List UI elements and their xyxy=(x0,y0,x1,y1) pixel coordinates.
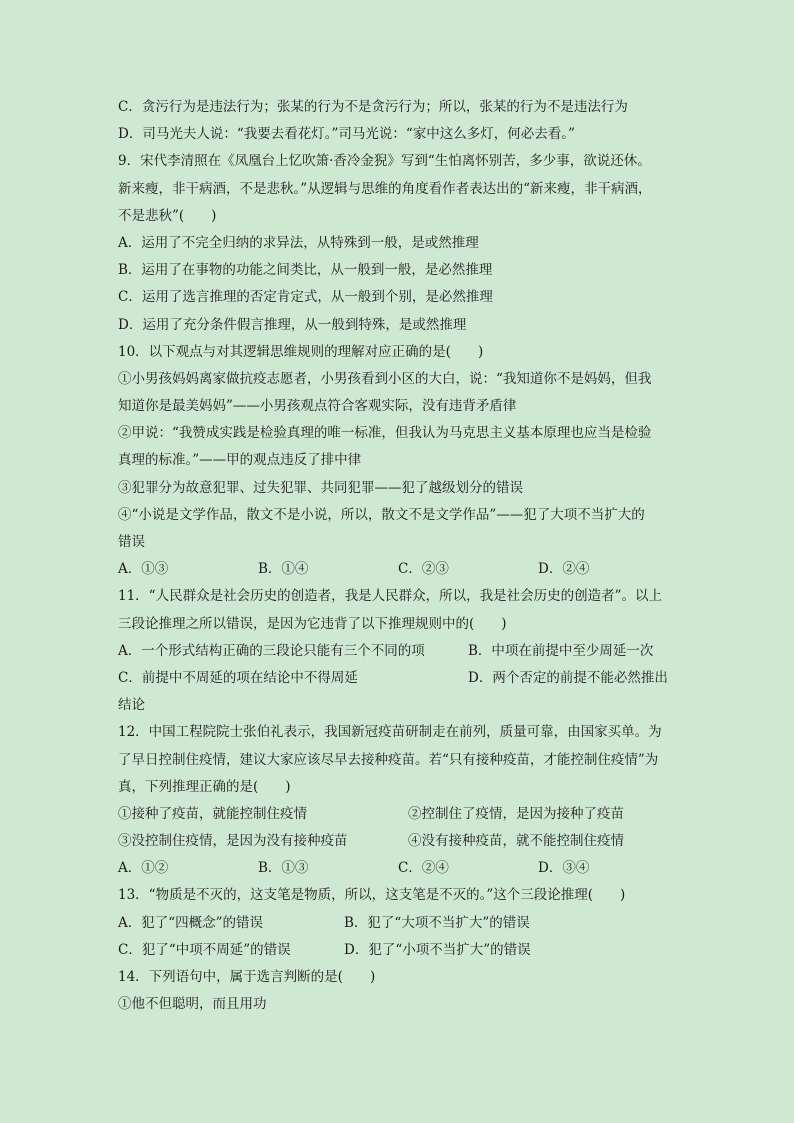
q13-options-row-2 xyxy=(118,937,678,964)
q11-options-row-1 xyxy=(118,638,678,665)
q10-item-line: ①小男孩妈妈离家做抗疫志愿者，小男孩看到小区的大白，说：“我知道你不是妈妈，但我 xyxy=(118,370,652,387)
q13-option-a: A．犯了“四概念”的错误 xyxy=(118,914,264,931)
q12-items-row-2 xyxy=(118,828,678,855)
q9-stem-line-3: 不是悲秋”( ) xyxy=(118,207,217,224)
q13-stem: 13．“物质是不灭的，这支笔是物质，所以，这支笔是不灭的。”这个三段论推理( ) xyxy=(118,887,626,904)
q13-options-row-1 xyxy=(118,910,678,937)
q10-option-a: A．①③ xyxy=(118,561,169,578)
q10-option-d: D．②④ xyxy=(538,561,590,578)
q10-stem: 10．以下观点与对其逻辑思维规则的理解对应正确的是( ) xyxy=(118,343,484,360)
q8-option-d: D．司马光夫人说：“我要去看花灯。”司马光说：“家中这么多灯，何必去看。” xyxy=(118,126,575,143)
q12-options xyxy=(118,855,678,882)
q14-item-1: ①他不但聪明，而且用功 xyxy=(118,996,267,1013)
q11-option-c: C．前提中不周延的项在结论中不得周延 xyxy=(118,669,358,686)
q10-item-line: 真理的标准。”——甲的观点违反了排中律 xyxy=(118,452,362,469)
q10-item-line: 知道你是最美妈妈”——小男孩观点符合客观实际，没有违背矛盾律 xyxy=(118,398,517,415)
q12-item-3: ③没控制住疫情，是因为没有接种疫苗 xyxy=(118,833,348,850)
q9-stem-line-1: 9．宋代李清照在《凤凰台上忆吹箫·香冷金猊》写到“生怕离怀别苦，多少事，欲说还休。 xyxy=(118,153,651,170)
q10-item-line: ③犯罪分为故意犯罪、过失犯罪、共同犯罪——犯了越级划分的错误 xyxy=(118,479,523,496)
q11-stem-line-2: 三段论推理之所以错误，是因为它违背了以下推理规则中的( ) xyxy=(118,615,507,632)
q13-option-b: B．犯了“大项不当扩大”的错误 xyxy=(344,914,530,931)
q13-option-c: C．犯了“中项不周延”的错误 xyxy=(118,941,291,958)
q12-stem-line-1: 12．中国工程院院士张伯礼表示，我国新冠疫苗研制走在前列，质量可靠，由国家买单。为 xyxy=(118,724,662,741)
q10-option-b: B．①④ xyxy=(258,561,309,578)
q9-option-d: D．运用了充分条件假言推理，从一般到特殊，是或然推理 xyxy=(118,316,467,333)
q10-item-line: 错误 xyxy=(118,534,145,550)
q11-options-row-2 xyxy=(118,665,678,692)
q10-option-c: C．②③ xyxy=(398,561,449,578)
q11-stem-line-1: 11．“人民群众是社会历史的创造者，我是人民群众，所以，我是社会历史的创造者”。以上 xyxy=(118,588,662,605)
q13-option-d: D．犯了“小项不当扩大”的错误 xyxy=(344,941,531,958)
q10-options xyxy=(118,556,678,583)
q12-stem-line-3: 真，下列推理正确的是( ) xyxy=(118,778,291,795)
q12-stem-line-2: 了早日控制住疫情，建议大家应该尽早去接种疫苗。若“只有接种疫苗，才能控制住疫情”为 xyxy=(118,751,659,768)
q11-option-d: D．两个否定的前提不能必然推出 xyxy=(468,669,668,686)
q12-option-d: D．③④ xyxy=(538,860,590,877)
q12-items-row-1 xyxy=(118,801,678,828)
q11-option-a: A．一个形式结构正确的三段论只能有三个不同的项 xyxy=(118,642,425,659)
q11-option-b: B．中项在前提中至少周延一次 xyxy=(468,642,654,659)
document-page xyxy=(118,94,678,1018)
q9-stem-line-2: 新来瘦，非干病酒，不是悲秋。”从逻辑与思维的角度看作者表达出的“新来瘦，非干病酒， xyxy=(118,180,652,197)
q12-item-1: ①接种了疫苗，就能控制住疫情 xyxy=(118,805,307,822)
q9-option-a: A．运用了不完全归纳的求异法，从特殊到一般，是或然推理 xyxy=(118,234,479,251)
q12-item-2: ②控制住了疫情，是因为接种了疫苗 xyxy=(408,805,624,822)
q12-item-4: ④没有接种疫苗，就不能控制住疫情 xyxy=(408,833,624,850)
q14-stem: 14．下列语句中，属于选言判断的是( ) xyxy=(118,969,376,985)
q12-option-b: B．①③ xyxy=(258,860,309,877)
q10-item-line: ②甲说：“我赞成实践是检验真理的唯一标准，但我认为马克思主义基本原理也应当是检验 xyxy=(118,425,652,442)
q12-option-a: A．①② xyxy=(118,860,169,877)
q10-item-line: ④“小说是文学作品，散文不是小说，所以，散文不是文学作品”——犯了大项不当扩大的 xyxy=(118,506,645,523)
q11-option-d-continued: 结论 xyxy=(118,697,145,714)
q8-option-c: C．贪污行为是违法行为；张某的行为不是贪污行为；所以，张某的行为不是违法行为 xyxy=(118,99,628,115)
q12-option-c: C．②④ xyxy=(398,860,449,877)
q9-option-c: C．运用了选言推理的否定肯定式，从一般到个别，是必然推理 xyxy=(118,289,493,306)
q9-option-b: B．运用了在事物的功能之间类比，从一般到一般，是必然推理 xyxy=(118,262,493,279)
